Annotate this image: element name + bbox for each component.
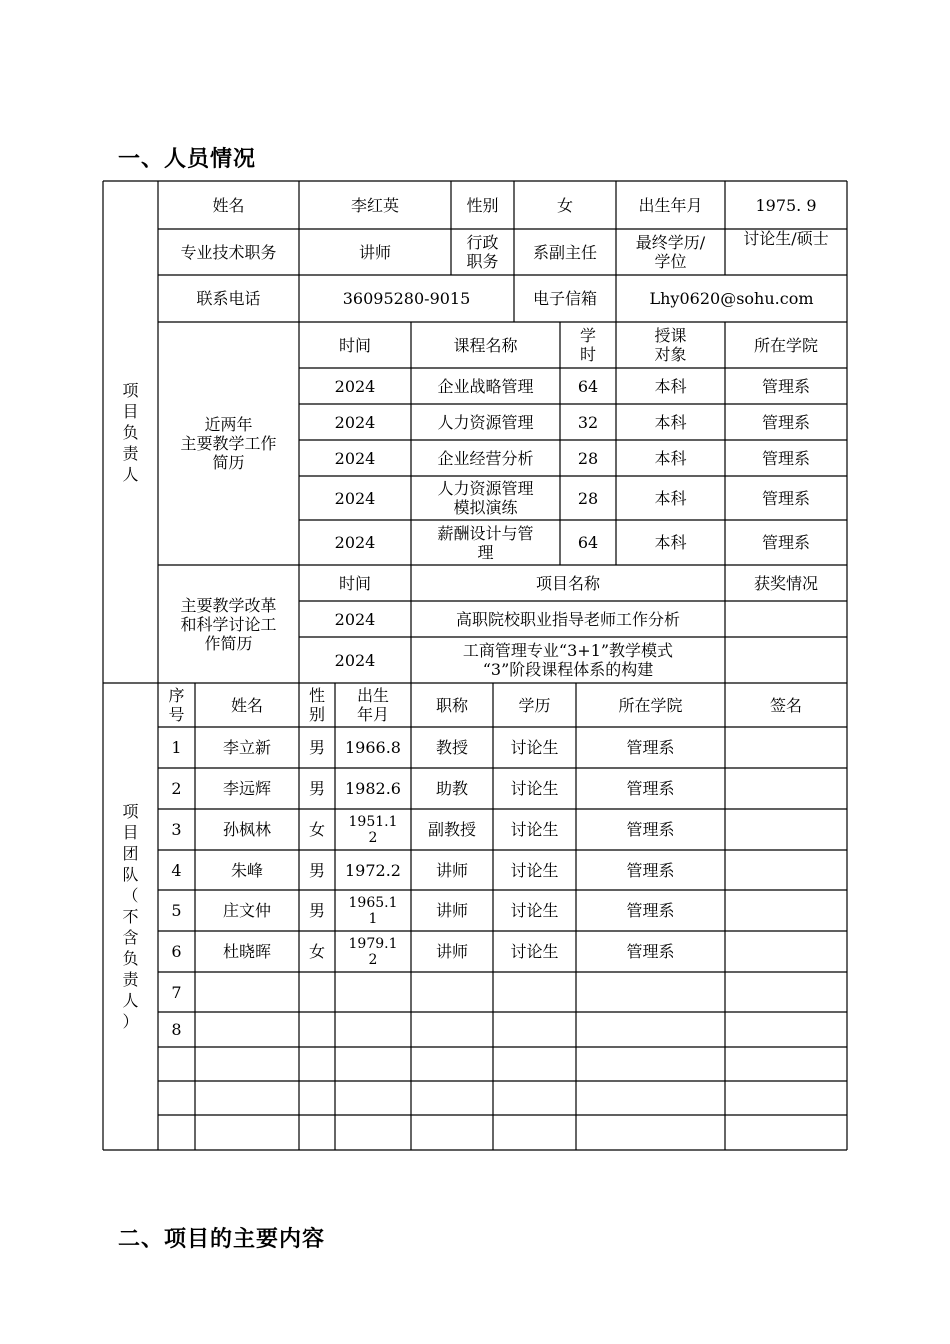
team-row-edu [493,972,576,1012]
teaching-row-college: 管理系 [761,533,810,552]
team-header-name: 姓名 [230,695,263,715]
team-header-edu: 学历 [518,695,551,715]
team-row-edu [493,1047,576,1081]
team-row-birth: 1966.8 [345,738,401,757]
team-row-gender [299,1012,335,1047]
team-row-birth: 1979.1 2 [348,935,398,968]
team-row-edu [493,1115,576,1150]
team-row-title: 讲师 [435,860,468,880]
team-row-name [195,1012,299,1047]
teaching-header-target: 授课 对象 [654,326,687,364]
leader-edu: 讨论生/硕士 [743,229,829,248]
teaching-row-time: 2024 [334,412,376,432]
team-row-name: 庄文仲 [222,901,271,920]
leader-side-label: 项 目 负 责 人 [122,380,139,484]
team-row-college [576,972,725,1012]
team-row-sign [725,972,847,1012]
team-row-no [158,1115,195,1150]
leader-email: Lhy0620@sohu.com [649,289,814,308]
team-row-no [158,1047,195,1081]
leader-title-label: 专业技术职务 [180,242,277,262]
team-row-sign [725,1047,847,1081]
team-row-college: 管理系 [626,820,675,839]
teaching-row-hours: 28 [577,448,599,468]
leader-name: 李红英 [350,195,399,215]
team-row-name [195,1047,299,1081]
team-row-birth [335,1115,411,1150]
team-row-title: 讲师 [435,901,468,920]
team-row-title [411,1047,493,1081]
team-row-college: 管理系 [626,738,675,757]
teaching-label: 近两年 主要教学工作 简历 [180,415,277,472]
team-header-college: 所在学院 [618,695,683,715]
team-row-birth: 1965.1 1 [348,894,398,927]
team-row-sign [725,1012,847,1047]
teaching-header-course: 课程名称 [453,335,518,355]
leader-email-label: 电子信箱 [532,289,597,308]
team-row-college [576,1115,725,1150]
team-row-no: 1 [171,738,182,757]
team-row-edu: 讨论生 [510,779,559,798]
teaching-row-course: 薪酬设计与管 理 [437,523,534,562]
team-row-college [576,1047,725,1081]
team-row-no: 7 [171,982,182,1002]
team-row-sign [725,1081,847,1115]
team-row-college [576,1012,725,1047]
team-row-birth [335,1081,411,1115]
leader-name-label: 姓名 [212,195,245,215]
teaching-row-target: 本科 [654,412,687,432]
reform-header-award: 获奖情况 [753,573,818,593]
teaching-row-time: 2024 [334,488,376,508]
team-header-gender: 性 别 [308,686,325,724]
team-row-name: 朱峰 [230,860,263,880]
leader-edu-label: 最终学历/ 学位 [635,233,706,271]
teaching-row-time: 2024 [334,533,376,552]
team-row-name: 李立新 [222,738,271,757]
team-row-gender [299,1115,335,1150]
team-row-name: 孙枫林 [222,820,271,839]
team-row-college: 管理系 [626,779,675,798]
teaching-row-course: 人力资源管理 模拟演练 [437,479,534,517]
teaching-row-college: 管理系 [761,412,810,432]
team-row-sign [725,768,847,809]
team-row-name: 杜晓晖 [222,942,271,961]
leader-phone: 36095280-9015 [342,289,471,308]
team-row-no: 6 [171,942,182,961]
team-row-gender: 男 [308,901,325,920]
team-row-title: 助教 [435,779,468,798]
teaching-row-course: 企业战略管理 [437,376,534,396]
team-row-gender: 女 [308,820,325,839]
reform-row-award [725,601,847,637]
reform-row-award [725,637,847,683]
team-row-gender [299,1081,335,1115]
team-row-sign [725,890,847,931]
teaching-row-course: 企业经营分析 [437,448,534,468]
reform-row-project: 工商管理专业“3+1”教学模式 “3”阶段课程体系的构建 [462,641,674,679]
team-row-no: 5 [171,901,182,920]
reform-row-project: 高职院校职业指导老师工作分析 [455,609,680,629]
leader-phone-label: 联系电话 [196,289,261,308]
teaching-row-time: 2024 [334,376,376,396]
team-row-sign [725,1115,847,1150]
team-row-title [411,1115,493,1150]
team-row-sign [725,727,847,768]
leader-admin-label: 行政 职务 [466,233,499,271]
leader-gender-label: 性别 [466,195,499,215]
team-row-birth [335,1047,411,1081]
team-row-edu [493,1081,576,1115]
team-row-college: 管理系 [626,942,675,961]
teaching-row-course: 人力资源管理 [437,412,534,432]
team-row-edu: 讨论生 [510,942,559,961]
team-row-title: 讲师 [435,942,468,961]
team-row-gender: 男 [308,738,325,757]
team-row-name: 李远辉 [222,779,271,798]
teaching-row-college: 管理系 [761,376,810,396]
team-row-college [576,1081,725,1115]
team-row-name [195,1115,299,1150]
team-row-edu: 讨论生 [510,738,559,757]
teaching-row-hours: 32 [577,412,599,432]
team-row-sign [725,931,847,972]
team-row-no [158,1081,195,1115]
team-row-edu: 讨论生 [510,901,559,920]
team-row-title [411,1012,493,1047]
team-row-edu: 讨论生 [510,820,559,839]
teaching-row-target: 本科 [654,488,687,508]
teaching-header-hours: 学 时 [579,326,596,364]
team-row-edu [493,1012,576,1047]
team-row-birth [335,1012,411,1047]
team-row-sign [725,809,847,850]
team-row-gender: 女 [308,942,325,961]
reform-row-time: 2024 [334,609,376,629]
reform-row-time: 2024 [334,650,376,670]
teaching-header-college: 所在学院 [753,335,818,355]
team-row-title: 副教授 [427,820,476,839]
teaching-header-time: 时间 [338,335,371,355]
teaching-row-target: 本科 [654,376,687,396]
team-row-no: 8 [171,1020,182,1039]
leader-gender: 女 [556,195,573,215]
team-side-label: 项 目 团 队 （ 不 含 负 责 人 ） [122,802,139,1031]
teaching-row-time: 2024 [334,448,376,468]
teaching-row-target: 本科 [654,448,687,468]
teaching-row-target: 本科 [654,533,687,552]
reform-label: 主要教学改革 和科学讨论工 作简历 [180,595,277,653]
team-row-college: 管理系 [626,860,675,880]
teaching-row-hours: 64 [577,533,599,552]
leader-birth: 1975. 9 [755,195,817,215]
team-row-no: 4 [171,860,182,880]
teaching-row-college: 管理系 [761,448,810,468]
team-header-birth: 出生 年月 [356,686,389,724]
reform-header-project: 项目名称 [535,573,600,593]
team-row-college: 管理系 [626,901,675,920]
team-header-sign: 签名 [769,695,802,715]
team-row-birth [335,972,411,1012]
team-row-birth: 1951.1 2 [348,813,398,846]
team-row-title: 教授 [435,738,468,757]
teaching-row-hours: 64 [577,376,599,396]
team-row-title [411,1081,493,1115]
reform-header-time: 时间 [338,573,371,593]
team-row-gender [299,1047,335,1081]
team-row-birth: 1982.6 [345,779,401,798]
team-row-title [411,972,493,1012]
team-row-birth: 1972.2 [345,860,401,880]
leader-title: 讲师 [358,242,391,262]
teaching-row-college: 管理系 [761,488,810,508]
team-row-edu: 讨论生 [510,860,559,880]
section-title-personnel: 一、人员情况 [118,147,257,172]
leader-admin: 系副主任 [532,242,597,262]
team-row-name [195,972,299,1012]
team-row-sign [725,850,847,890]
team-row-gender: 男 [308,779,325,798]
team-row-name [195,1081,299,1115]
section-title-main-content: 二、项目的主要内容 [118,1227,326,1252]
leader-birth-label: 出生年月 [638,195,703,215]
team-row-gender [299,972,335,1012]
teaching-row-hours: 28 [577,488,599,508]
team-row-gender: 男 [308,860,325,880]
team-header-title: 职称 [435,695,468,715]
team-header-no: 序 号 [168,686,185,724]
team-row-no: 3 [171,820,182,839]
team-row-no: 2 [171,779,182,798]
